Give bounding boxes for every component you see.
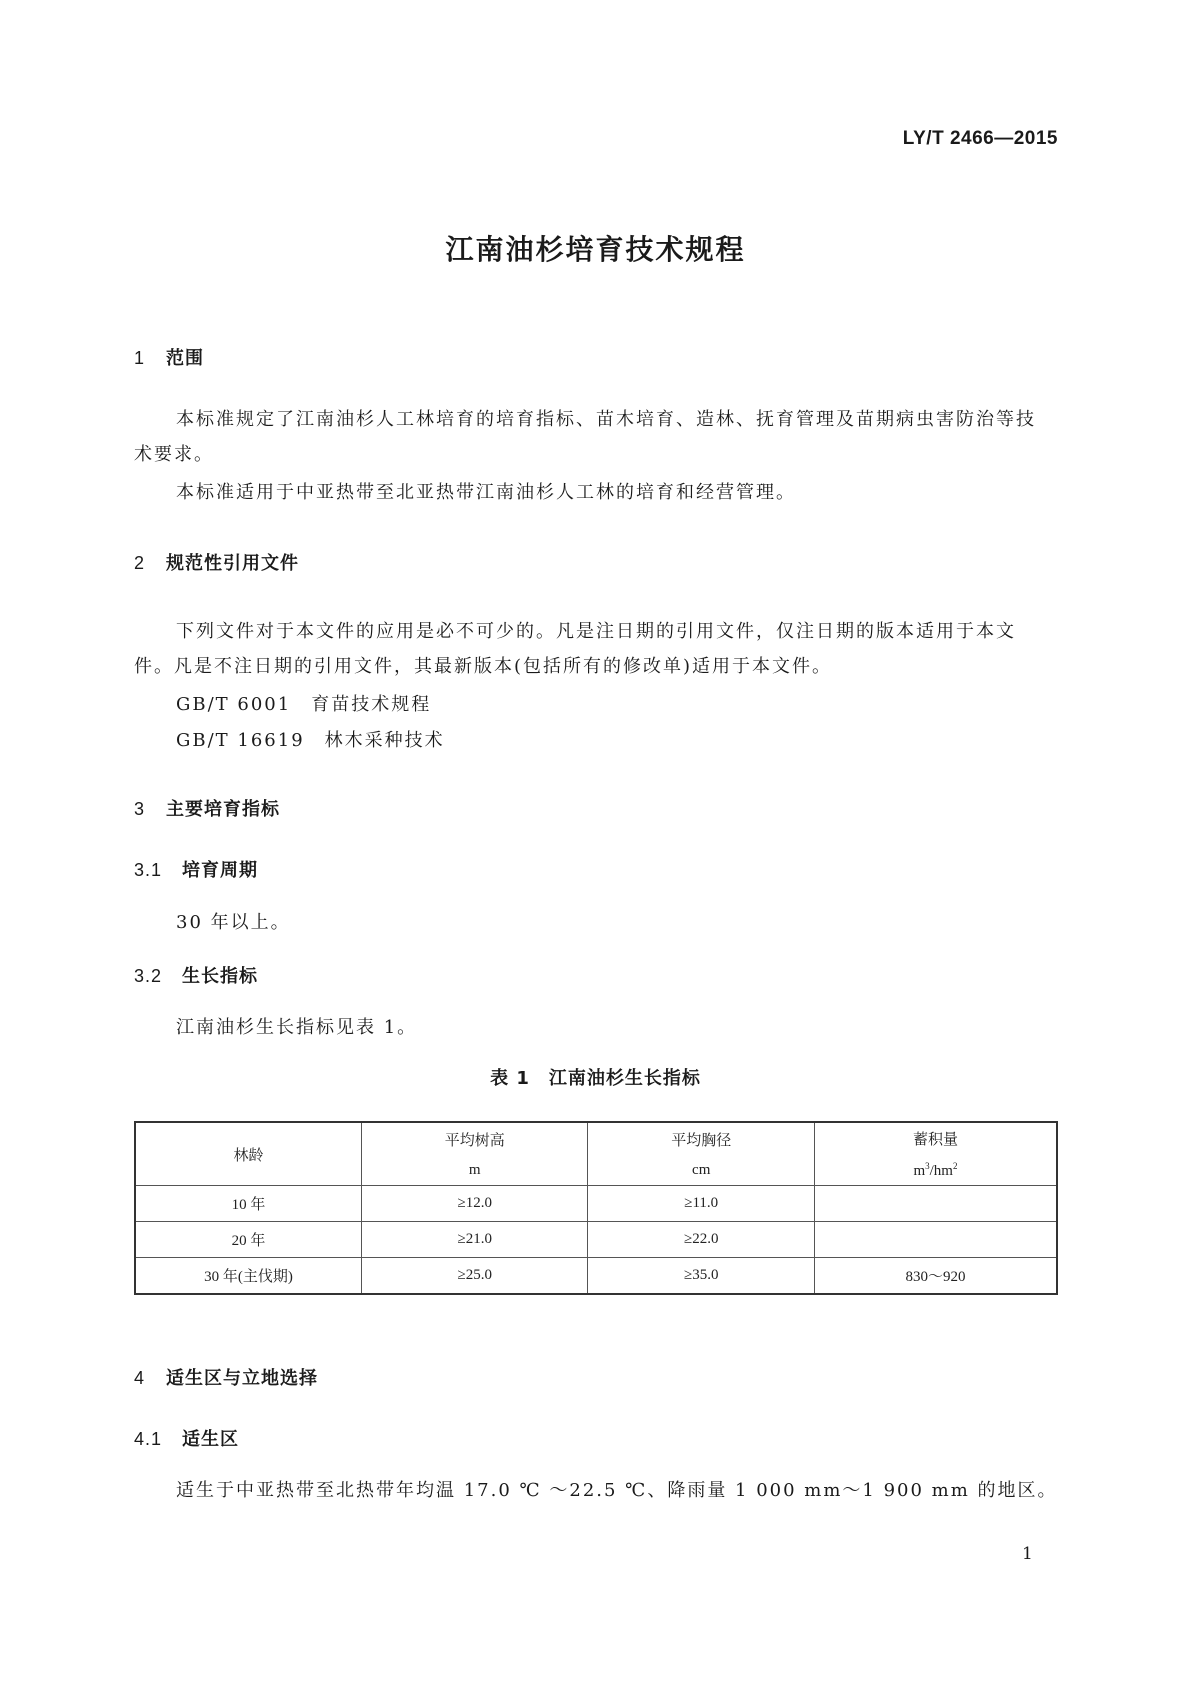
growth-index-table: [134, 1121, 1058, 1295]
section-number: 3.1: [134, 860, 163, 880]
header-cell-volume: [814, 1122, 1057, 1186]
document-title: 江南油杉培育技术规程: [445, 233, 746, 266]
section-1-heading: [134, 344, 204, 370]
table-cell: [814, 1222, 1057, 1258]
section-number: 4.1: [134, 1429, 163, 1449]
section-number: 1: [134, 348, 146, 368]
section-4-heading: [134, 1364, 318, 1390]
section-number: 3.2: [134, 966, 163, 986]
table-cell: 30 年(主伐期): [135, 1258, 361, 1295]
standard-code: LY/T 2466—2015: [902, 128, 1058, 149]
section-title: 适生区与立地选择: [166, 1368, 318, 1389]
table-caption: 表 1 江南油杉生长指标: [490, 1068, 701, 1089]
header-label: 蓄积量: [912, 1132, 958, 1148]
header-cell-dbh: [588, 1122, 815, 1186]
page-number: 1: [1022, 1544, 1033, 1564]
paragraph-continued: 术要求。: [134, 444, 214, 465]
header-unit: $m^3/hm^2$: [913, 1161, 958, 1179]
table-header-row: [135, 1122, 1057, 1186]
table-cell: ≥22.0: [588, 1222, 815, 1258]
section-title: 范围: [166, 348, 204, 369]
section-title: 规范性引用文件: [166, 553, 299, 574]
section-title: 主要培育指标: [166, 799, 280, 820]
paragraph: 30 年以上。: [176, 912, 291, 933]
table-row: [135, 1222, 1057, 1258]
section-2-heading: [134, 549, 299, 575]
header-unit: m: [468, 1162, 481, 1178]
paragraph: 本标准规定了江南油杉人工林培育的培育指标、苗木培育、造林、抚育管理及苗期病虫害防治等技: [176, 409, 1036, 430]
reference-item: GB/T 6001 育苗技术规程: [176, 694, 432, 715]
section-title: 适生区: [182, 1429, 239, 1450]
section-title: 生长指标: [182, 966, 258, 987]
paragraph: 适生于中亚热带至北热带年均温 17.0 ℃ ～22.5 ℃、降雨量 1 000 mm～1 900 mm 的地区。: [176, 1480, 1058, 1501]
table-cell: ≥21.0: [361, 1222, 588, 1258]
section-number: 3: [134, 799, 146, 819]
table-cell: 830～920: [814, 1258, 1057, 1295]
table-cell: ≥25.0: [361, 1258, 588, 1295]
table-cell: [814, 1186, 1057, 1222]
table-cell: 20 年: [135, 1222, 361, 1258]
paragraph: 下列文件对于本文件的应用是必不可少的。凡是注日期的引用文件，仅注日期的版本适用于本文: [176, 621, 1016, 642]
section-3-2-heading: [134, 962, 258, 988]
header-unit: cm: [692, 1162, 711, 1178]
header-label: 林龄: [233, 1147, 264, 1164]
section-4-1-heading: [134, 1425, 239, 1451]
table-row: [135, 1258, 1057, 1295]
table-row: [135, 1186, 1057, 1222]
paragraph: 江南油杉生长指标见表 1。: [176, 1017, 418, 1038]
header-cell-age: [135, 1122, 361, 1186]
header-label: 平均胸径: [671, 1133, 732, 1149]
section-3-1-heading: [134, 856, 258, 882]
table-cell: ≥35.0: [588, 1258, 815, 1295]
section-title: 培育周期: [182, 860, 258, 881]
paragraph: 本标准适用于中亚热带至北亚热带江南油杉人工林的培育和经营管理。: [176, 482, 796, 503]
reference-item: GB/T 16619 林木采种技术: [176, 730, 445, 751]
table-cell: 10 年: [135, 1186, 361, 1222]
header-cell-height: [361, 1122, 588, 1186]
section-3-heading: [134, 795, 280, 821]
table-cell: ≥12.0: [361, 1186, 588, 1222]
table-cell: ≥11.0: [588, 1186, 815, 1222]
section-number: 4: [134, 1368, 146, 1388]
paragraph-continued: 件。凡是不注日期的引用文件，其最新版本(包括所有的修改单)适用于本文件。: [134, 656, 833, 677]
header-label: 平均树高: [444, 1133, 505, 1149]
section-number: 2: [134, 553, 146, 573]
